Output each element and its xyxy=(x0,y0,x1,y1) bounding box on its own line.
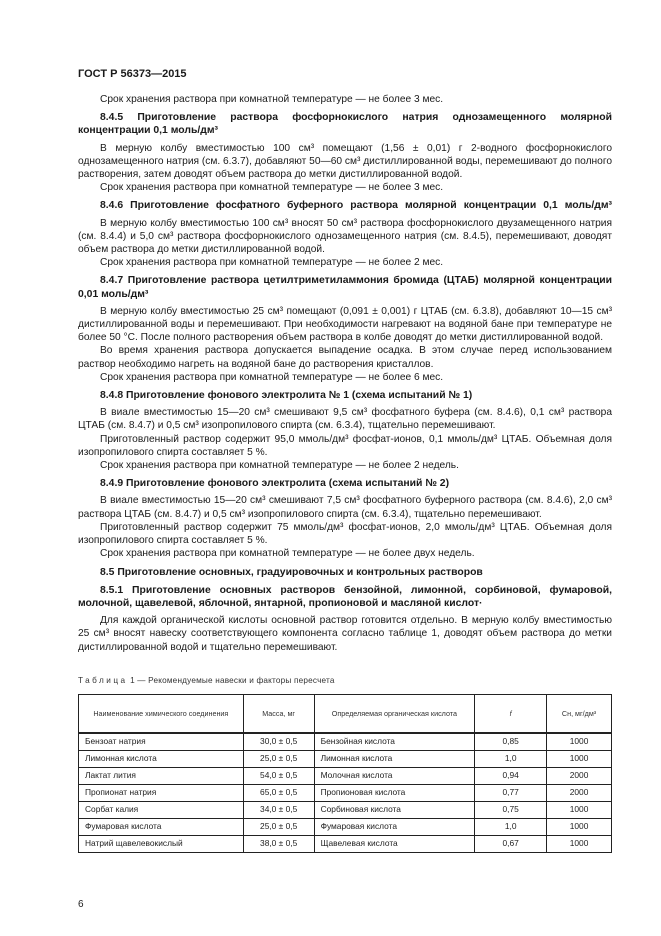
header-factor: f xyxy=(475,694,547,733)
header-acid: Определяемая органическая кислота xyxy=(314,694,475,733)
table-row xyxy=(79,784,612,801)
cell-concentration: 1000 xyxy=(547,835,612,852)
paragraph: Приготовленный раствор содержит 75 ммоль/дм³ фосфат-ионов, 2,0 ммоль/дм³ ЦТАБ. Объемная доля изопропилового спирта составляет 5 %. xyxy=(78,521,612,547)
section-heading: 8.4.7 Приготовление раствора цетилтриметиламмония бромида (ЦТАБ) молярной концентрации 0,01 моль/дм³ xyxy=(78,275,612,300)
cell-mass: 30,0 ± 0,5 xyxy=(243,733,314,751)
table-header-row xyxy=(79,694,612,733)
cell-compound: Бензоат натрия xyxy=(79,733,244,751)
section-heading: 8.4.8 Приготовление фонового электролита № 1 (схема испытаний № 1) xyxy=(100,390,473,402)
section-heading: 8.4.6 Приготовление фосфатного буферного раствора молярной концентрации 0,1 моль/дм³ xyxy=(100,200,612,212)
cell-compound: Лимонная кислота xyxy=(79,750,244,767)
cell-concentration: 1000 xyxy=(547,801,612,818)
paragraph: В мерную колбу вместимостью 25 см³ помещают (0,091 ± 0,001) г ЦТАБ (см. 6.3.8), добавляют 10—15 см³ дистиллированной воды и перемешивают. При необходимости нагревают на водяной бане при температуре не более 50 °С. После полного растворения объем раствора в колбе доводят до метки дистиллированной водой. xyxy=(78,305,612,344)
table-row xyxy=(79,818,612,835)
paragraph: Приготовленный раствор содержит 95,0 ммоль/дм³ фосфат-ионов, 0,1 ммоль/дм³ ЦТАБ. Объемная доля изопропилового спирта составляет 5 %. xyxy=(78,433,612,458)
table-row xyxy=(79,767,612,784)
paragraph: В мерную колбу вместимостью 100 см³ вносят 50 см³ раствора фосфорнокислого двузамещенного натрия (см. 8.4.4) и 5,0 см³ раствора фосфорнокислого однозамещенного натрия (см. 8.4.5), перемешивают, доводят объем раствора до метки дистиллированной водой. xyxy=(78,217,612,256)
table-row xyxy=(79,835,612,852)
cell-acid: Молочная кислота xyxy=(314,767,475,784)
cell-concentration: 2000 xyxy=(547,784,612,801)
cell-factor: 0,75 xyxy=(475,801,547,818)
cell-acid: Лимонная кислота xyxy=(314,750,475,767)
header-mass: Масса, мг xyxy=(243,694,314,733)
section-heading: 8.4.5 Приготовление раствора фосфорнокислого натрия однозамещенного молярной концентрации 0,1 моль/дм³ xyxy=(78,112,612,137)
cell-compound: Лактат лития xyxy=(79,767,244,784)
cell-mass: 65,0 ± 0,5 xyxy=(243,784,314,801)
cell-factor: 0,85 xyxy=(475,733,547,751)
table-row xyxy=(79,733,612,751)
cell-compound: Фумаровая кислота xyxy=(79,818,244,835)
section-heading: 8.5 Приготовление основных, градуировочных и контрольных растворов xyxy=(100,566,483,578)
paragraph: В виале вместимостью 15—20 см³ смешивают 7,5 см³ фосфатного буферного раствора (см. 8.4.6), 2,0 см³ раствора ЦТАБ (см. 8.4.7) и 0,5 см³ изопропилового спирта (см. 6.3.4), тщательно перемешивают. xyxy=(78,495,612,520)
cell-mass: 54,0 ± 0,5 xyxy=(243,767,314,784)
cell-acid: Пропионовая кислота xyxy=(314,784,475,801)
cell-compound: Пропионат натрия xyxy=(79,784,244,801)
cell-concentration: 1000 xyxy=(547,750,612,767)
cell-factor: 0,94 xyxy=(475,767,547,784)
cell-mass: 34,0 ± 0,5 xyxy=(243,801,314,818)
table-caption-text: 1 — Рекомендуемые навески и факторы пересчета xyxy=(127,675,335,685)
cell-compound: Сорбат калия xyxy=(79,801,244,818)
section-heading: 8.4.9 Приготовление фонового электролита (схема испытаний № 2) xyxy=(100,478,450,490)
cell-factor: 0,77 xyxy=(475,784,547,801)
cell-acid: Фумаровая кислота xyxy=(314,818,475,835)
paragraph: Срок хранения раствора при комнатной температуре — не более 2 недель. xyxy=(100,460,459,472)
cell-concentration: 2000 xyxy=(547,767,612,784)
table-row xyxy=(79,750,612,767)
cell-factor: 0,67 xyxy=(475,835,547,852)
cell-factor: 1,0 xyxy=(475,818,547,835)
text-blocks xyxy=(78,93,612,654)
paragraph: Срок хранения раствора при комнатной температуре — не более 3 мес. xyxy=(100,182,444,194)
paragraph: В мерную колбу вместимостью 100 см³ помещают (1,56 ± 0,01) г 2-водного фосфорнокислого однозамещенного натрия (см. 6.3.7), добавляют 50—60 см³ дистиллированной воды, перемешивают до полного растворения, затем доводят объем раствора до метки дистиллированной водой. xyxy=(78,142,612,181)
paragraph: Срок хранения раствора при комнатной температуре — не более 6 мес. xyxy=(100,371,444,383)
paragraph: Для каждой органической кислоты основной раствор готовится отдельно. В мерную колбу вместимостью 25 см³ вносят навеску соответствующего компонента согласно таблице 1, доводят объем раствора до метки дистиллированной водой и тщательно перемешивают. xyxy=(78,615,612,653)
cell-mass: 25,0 ± 0,5 xyxy=(243,750,314,767)
paragraph: В виале вместимостью 15—20 см³ смешивают 9,5 см³ фосфатного буфера (см. 8.4.6), 0,1 см³ раствора ЦТАБ (см. 8.4.7) и 0,5 см³ изопропилового спирта (см. 6.3.4), тщательно перемешивают. xyxy=(78,407,612,432)
paragraph: Срок хранения раствора при комнатной температуре — не более двух недель. xyxy=(100,548,475,560)
document-body xyxy=(78,93,612,853)
section-heading: 8.5.1 Приготовление основных растворов бензойной, лимонной, сорбиновой, фумаровой, молочной, щавелевой, яблочной, янтарной, пропионовой и масляной кислот· xyxy=(78,584,612,609)
table-caption-label: Таблица xyxy=(78,675,128,685)
cell-acid: Сорбиновая кислота xyxy=(314,801,475,818)
paragraph: Во время хранения раствора допускается выпадение осадка. В этом случае перед использованием раствор необходимо нагреть на водяной бане до растворения кристаллов. xyxy=(78,345,612,370)
cell-factor: 1,0 xyxy=(475,750,547,767)
paragraph: Срок хранения раствора при комнатной температуре — не более 3 мес. xyxy=(100,94,444,105)
paragraph: Срок хранения раствора при комнатной температуре — не более 2 мес. xyxy=(100,257,444,269)
header-concentration: Cн, мг/дм³ xyxy=(547,694,612,733)
cell-mass: 25,0 ± 0,5 xyxy=(243,818,314,835)
table-row xyxy=(79,801,612,818)
table-1 xyxy=(78,694,612,853)
page-number: 6 xyxy=(78,899,84,910)
cell-acid: Щавелевая кислота xyxy=(314,835,475,852)
header-compound: Наименование химического соединения xyxy=(79,694,244,733)
cell-concentration: 1000 xyxy=(547,733,612,751)
cell-mass: 38,0 ± 0,5 xyxy=(243,835,314,852)
cell-concentration: 1000 xyxy=(547,818,612,835)
cell-compound: Натрий щавелевокислый xyxy=(79,835,244,852)
document-header: ГОСТ Р 56373—2015 xyxy=(78,68,187,80)
table-caption xyxy=(78,674,612,687)
cell-acid: Бензойная кислота xyxy=(314,733,475,751)
